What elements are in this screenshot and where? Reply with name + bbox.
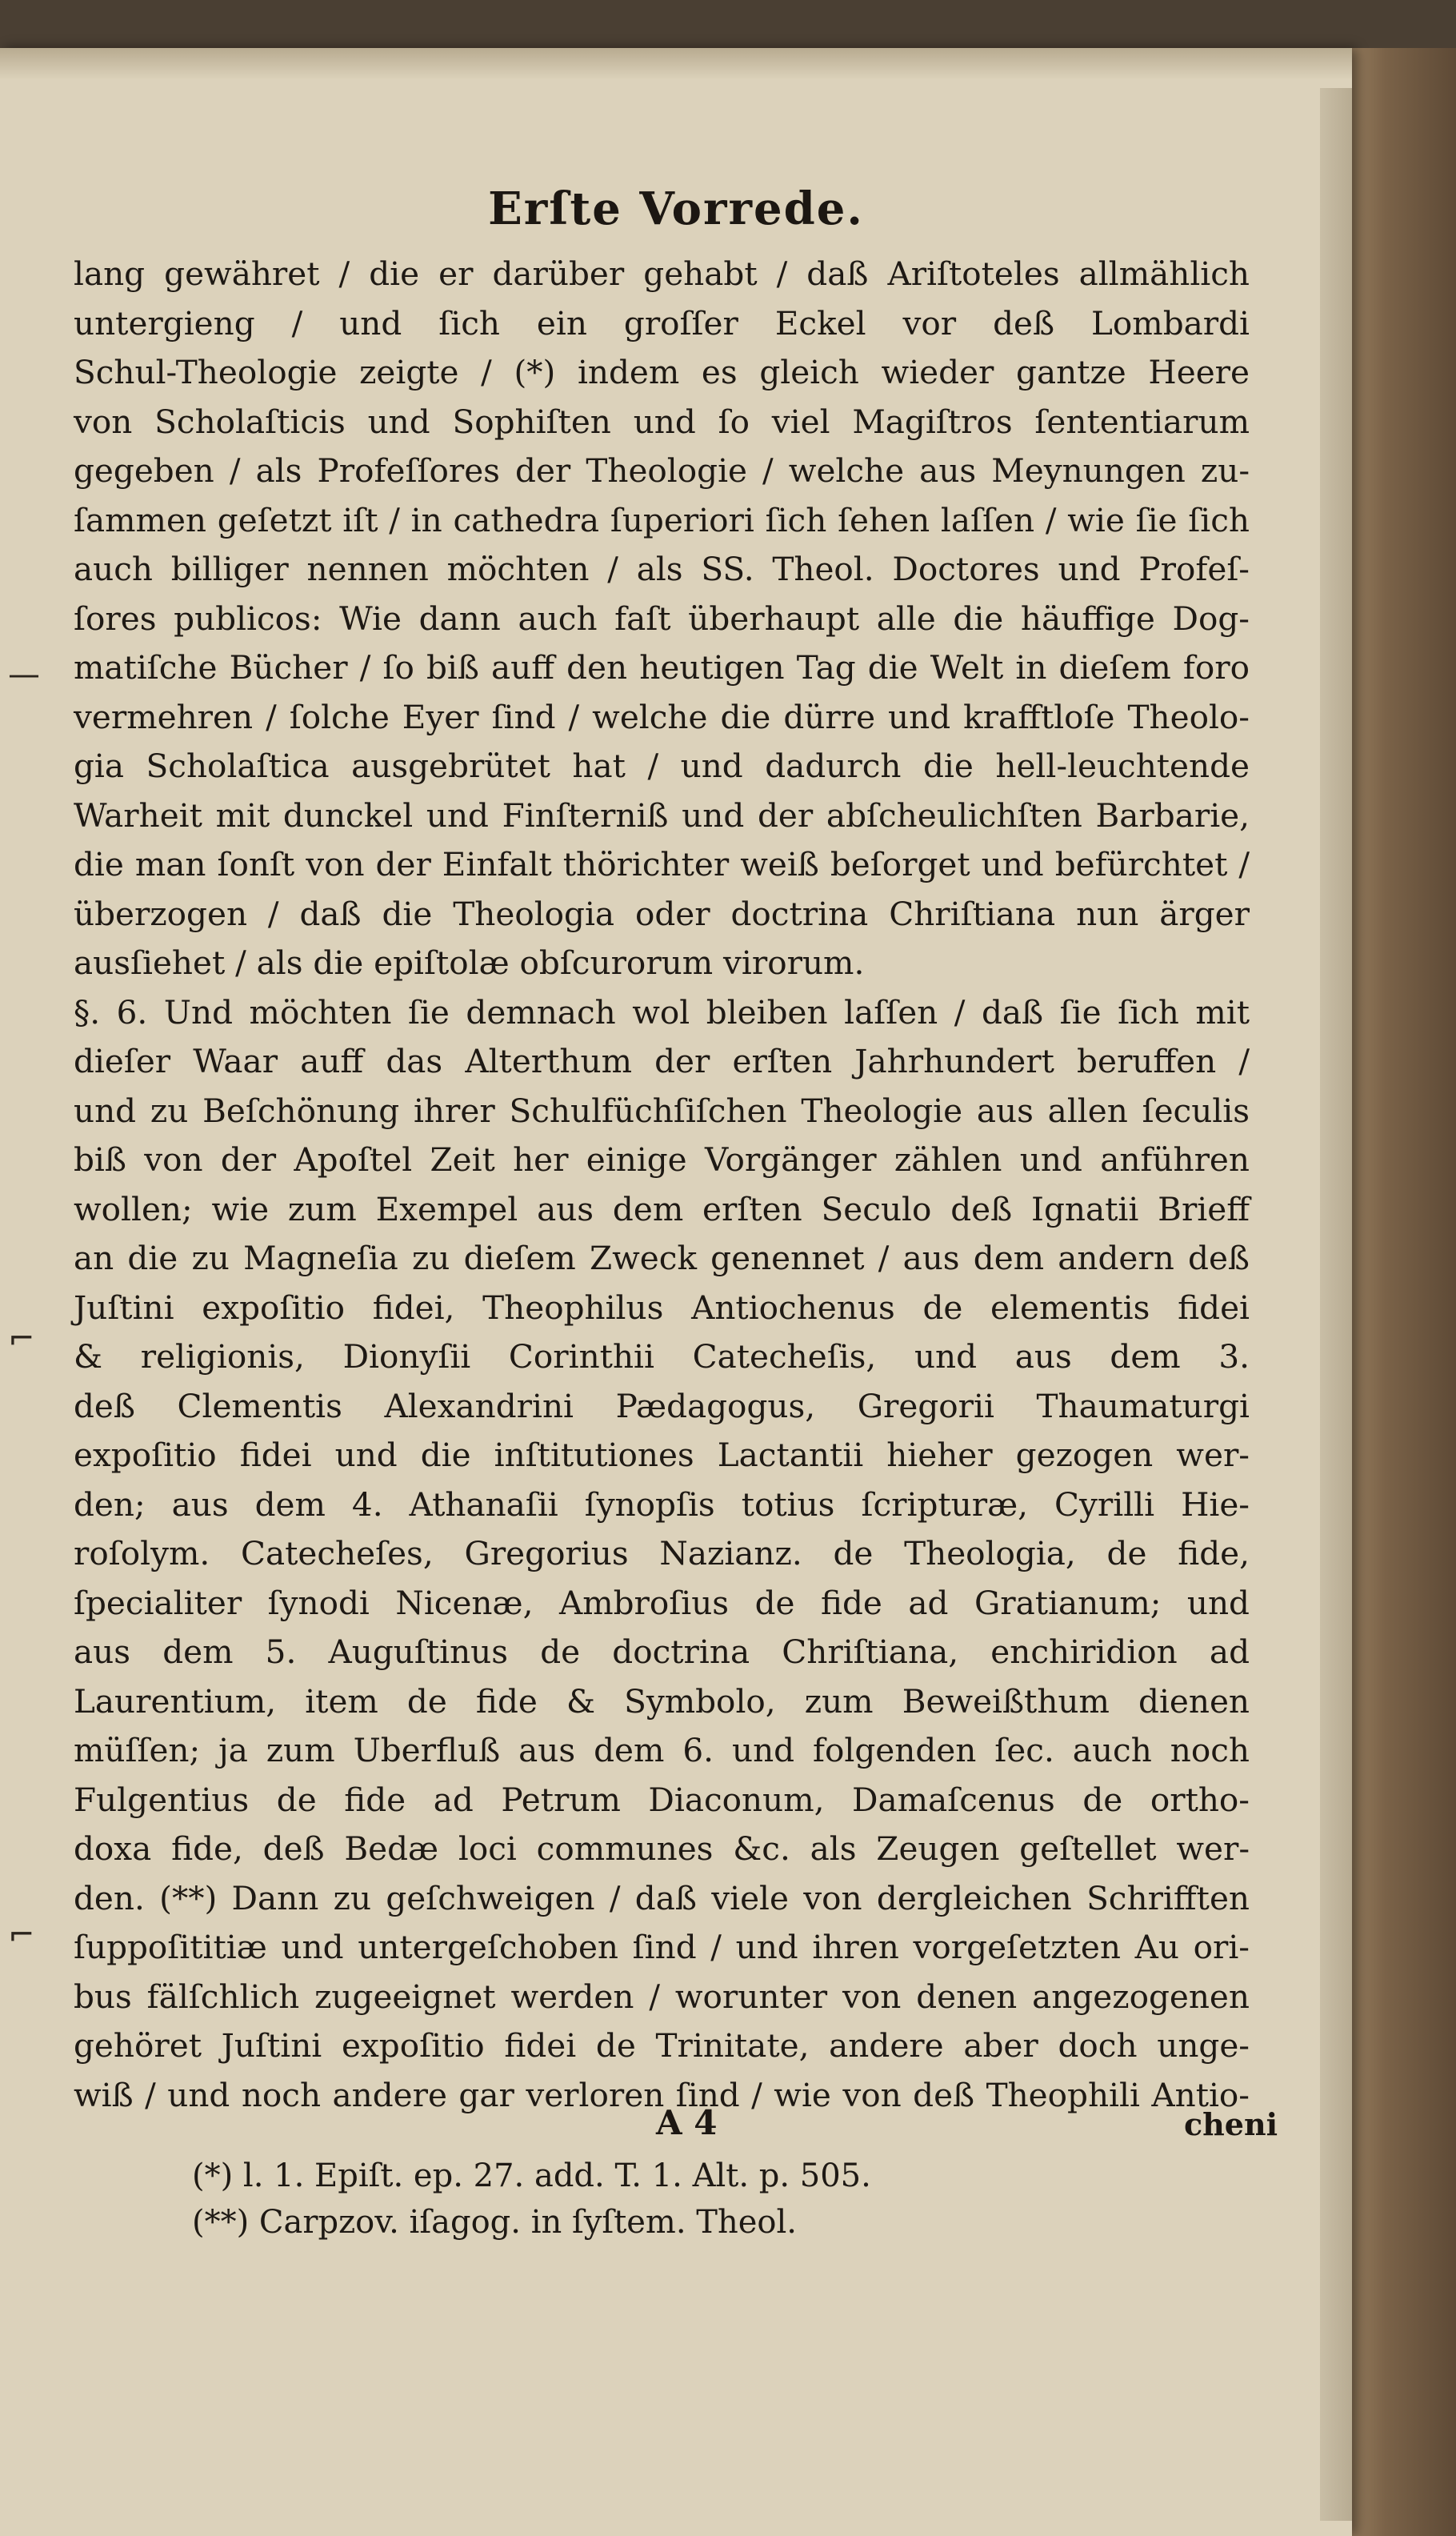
running-header: Erſte Vorrede. (488, 182, 864, 235)
text-line: Warheit mit dunckel und Finſterniß und der abſcheulichſten Barbarie, (74, 795, 1250, 835)
text-line: wiß / und noch andere gar verloren ſind / wie von deß Theophili Antio- (74, 2075, 1250, 2114)
text-line: deß Clementis Alexandrini Pædagogus, Gregorii Thaumaturgi (74, 1386, 1250, 1425)
text-line: doxa fide, deß Bedæ loci communes &c. als Zeugen geſtellet wer- (74, 1829, 1250, 1868)
text-line: untergieng / und ſich ein groſſer Eckel vor deß Lombardi (74, 303, 1250, 343)
text-line: gia Scholaſtica ausgebrütet hat / und dadurch die hell-leuchtende (74, 747, 1250, 785)
text-line: bus fälſchlich zugeeignet werden / worunter von denen angezogenen (74, 1977, 1250, 2016)
text-line: müſſen; ja zum Uberfluß aus dem 6. und folgenden ſec. auch noch (74, 1731, 1250, 1769)
text-line: matiſche Bücher / ſo biß auff den heutigen Tag die Welt in dieſem foro (74, 648, 1250, 687)
text-line: expoſitio fidei und die inſtitutiones Lactantii hieher gezogen wer- (74, 1436, 1250, 1474)
text-line: dieſer Waar auff das Alterthum der erſten Jahrhundert beruffen / (74, 1042, 1250, 1080)
footnote: (**) Carpzov. iſagog. in ſyſtem. Theol. (192, 2204, 797, 2241)
text-line: lang gewähret / die er darüber gehabt / daß Ariſtoteles allmählich (74, 254, 1250, 293)
text-line: den; aus dem 4. Athanaſii ſynopſis totius ſcripturæ, Cyrilli Hie- (74, 1484, 1250, 1524)
margin-mark-icon: — (8, 656, 40, 693)
text-line: wollen; wie zum Exempel aus dem erſten Seculo deß Ignatii Brieff (74, 1189, 1250, 1228)
text-line: Fulgentius de fide ad Petrum Diaconum, Damaſcenus de ortho- (74, 1780, 1250, 1819)
margin-mark-icon: ⌐ (8, 1917, 35, 1953)
text-line: Schul-Theologie zeigte / (*) indem es gleich wieder gantze Heere (74, 353, 1250, 391)
paragraph-start-line: §. 6. Und möchten ſie demnach wol bleiben laſſen / daß ſie ſich mit (74, 992, 1250, 1032)
text-line: überzogen / daß die Theologia oder doctrina Chriſtiana nun ärger (74, 894, 1250, 933)
body-text (74, 250, 1250, 2120)
text-line: auch billiger nennen möchten / als SS. Theol. Doctores und Profeſ- (74, 550, 1250, 588)
text-line: & religionis, Dionyſii Corinthii Catecheſis, und aus dem 3. (74, 1337, 1250, 1376)
text-line: die man ſonſt von der Einfalt thörichter weiß beſorget und befürchtet / (74, 845, 1250, 883)
text-line: den. (**) Dann zu geſchweigen / daß viele von dergleichen Schrifften (74, 1878, 1250, 1917)
footnote: (*) l. 1. Epiſt. ep. 27. add. T. 1. Alt. p. 505. (192, 2157, 871, 2194)
text-line: Laurentium, item de fide & Symbolo, zum Beweißthum dienen (74, 1681, 1250, 1721)
text-line: ſammen geſetzt iſt / in cathedra ſuperiori ſich ſehen laſſen / wie ſie ſich (74, 500, 1250, 539)
text-line: gehöret Juſtini expoſitio fidei de Trinitate, andere aber doch unge- (74, 2026, 1250, 2065)
text-line: und zu Beſchönung ihrer Schulfüchſiſchen Theologie aus allen ſeculis (74, 1091, 1250, 1130)
text-line: ſores publicos: Wie dann auch faſt überhaupt alle die häuffige Dog- (74, 599, 1250, 638)
margin-mark-icon: ⌐ (8, 1320, 35, 1357)
text-line: roſolym. Catecheſes, Gregorius Nazianz. de Theologia, de fide, (74, 1534, 1250, 1572)
page-stack-edge (1320, 88, 1352, 2521)
catchword: cheni (1184, 2106, 1278, 2142)
text-line: aus dem 5. Auguſtinus de doctrina Chriſtiana, enchiridion ad (74, 1633, 1250, 1671)
text-line: Juſtini expoſitio fidei, Theophilus Antiochenus de elementis fidei (74, 1288, 1250, 1327)
page-top-edge (0, 48, 1352, 80)
text-line: ſuppoſititiæ und untergeſchoben ſind / und ihren vorgeſetzten Au ori- (74, 1928, 1250, 1966)
footnotes (192, 2153, 1232, 2246)
text-line: gegeben / als Profeſſores der Theologie / welche aus Meynungen zu- (74, 451, 1250, 490)
text-line: an die zu Magneſia zu dieſem Zweck genennet / aus dem andern deß (74, 1239, 1250, 1277)
text-line: von Scholaſticis und Sophiſten und ſo viel Magiſtros ſententiarum (74, 402, 1250, 441)
text-line: ausſiehet / als die epiſtolæ obſcurorum virorum. (74, 943, 865, 982)
text-line: ſpecialiter ſynodi Nicenæ, Ambroſius de fide ad Gratianum; und (74, 1583, 1250, 1622)
text-line: vermehren / ſolche Eyer ſind / welche die dürre und krafftloſe Theolo- (74, 697, 1250, 736)
signature-mark: A 4 (656, 2103, 718, 2142)
text-line: biß von der Apoſtel Zeit her einige Vorgänger zählen und anführen (74, 1140, 1250, 1179)
